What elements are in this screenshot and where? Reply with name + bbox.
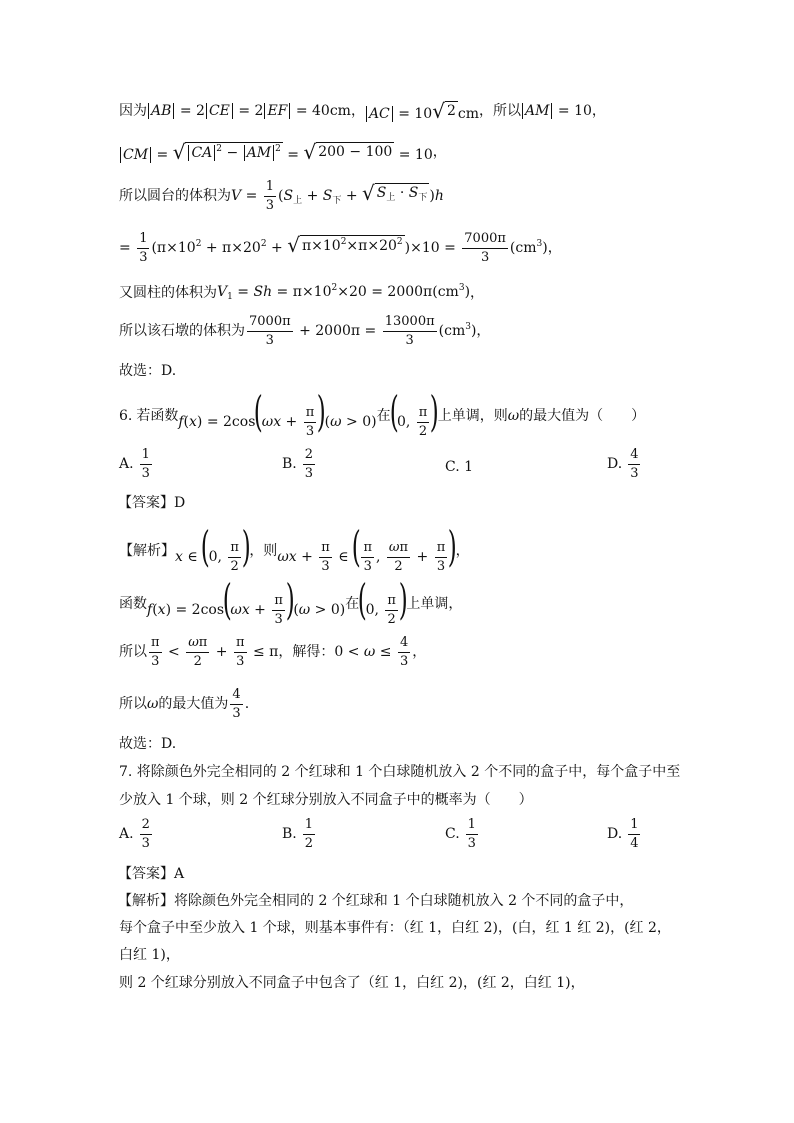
- text: 故选：D.: [119, 363, 177, 379]
- formula-frustum-calc: = $\frac{1}{3}$ ($\pi\times 10^2 + \pi\times 20^2$ + √ $\pi\times 10^2\times\pi\times 20^2$ )×10 = $\frac{7000\pi}{3}$ $(cm^3)$: [119, 231, 548, 265]
- formula-function: f(x) = 2cos(ωx + $\frac{\pi}{3}$ )(ω > 0): [178, 387, 377, 439]
- option-b-value: $\frac{1}{2}$: [304, 817, 314, 851]
- text: 若函数: [136, 407, 179, 424]
- line-frustum-calc: [119, 232, 734, 264]
- text: ，: [591, 103, 606, 119]
- option-a-value: $\frac{1}{3}$: [141, 447, 150, 481]
- option-c: [445, 459, 473, 475]
- formula-interval: (0, $\frac{\pi}{2}$ ): [389, 387, 440, 439]
- question-6: [119, 387, 734, 439]
- text: 所以该石墩的体积为: [119, 323, 245, 340]
- option-c-value: $\frac{1}{3}$: [467, 817, 476, 851]
- text: 因为: [119, 103, 147, 119]
- text: 少放入 1 个球，则 2 个红球分别放入不同盒子中的概率为（ ）: [119, 792, 533, 808]
- text: 每个盒子中至少放入 1 个球，则基本事件有：（红 1，白红 2)，(白，红 1 红 2)，(红 2，: [119, 920, 671, 936]
- solution-7-line-3: [119, 948, 734, 962]
- option-label: D.: [607, 456, 623, 473]
- formula-lengths: AB = 2 CE = 2 EF = 40cm: [147, 104, 351, 118]
- option-a: [119, 448, 154, 480]
- formula-function: f(x) = 2cos(ωx + $\frac{\pi}{3}$ )(ω > 0): [147, 575, 346, 627]
- text: ，: [412, 644, 427, 661]
- text: 在: [345, 595, 360, 612]
- question-number: 6.: [119, 407, 133, 424]
- option-d: [607, 818, 642, 850]
- text: 的最大值为: [158, 696, 229, 713]
- text: ，: [455, 542, 470, 559]
- line-cylinder: [119, 284, 734, 302]
- option-label: B.: [282, 826, 297, 843]
- text: 所以圆台的体积为: [119, 188, 231, 205]
- solution-6-line-4: [119, 688, 734, 720]
- option-d: [607, 448, 642, 480]
- text: 故选：D.: [119, 736, 177, 752]
- option-c: [445, 818, 480, 850]
- option-label: B.: [282, 456, 297, 473]
- line-frustum-formula: [119, 180, 734, 212]
- formula-cm: CM = √ CA $^2$ − AM $^2$ = √ 200 − 100 = 10: [119, 142, 433, 162]
- line-choose-d: [119, 364, 734, 378]
- formula-omega-range: 0 < ω ≤ $\frac{4}{3}$: [334, 635, 409, 669]
- formula-am: AM = 10: [521, 104, 592, 118]
- text: 的最大值为（ ）: [519, 407, 646, 424]
- option-label: A.: [119, 826, 134, 843]
- text: ，: [547, 240, 562, 257]
- text: 7. 将除颜色外完全相同的 2 个红球和 1 个白球随机放入 2 个不同的盒子中，每个盒子中至: [119, 764, 681, 780]
- option-b: [282, 448, 317, 480]
- formula-interval: (0, $\frac{\pi}{2}$ ): [357, 575, 408, 627]
- answer-7: [118, 867, 734, 881]
- symbol-omega: ω: [147, 696, 159, 713]
- solution-7-line-2: [119, 921, 734, 935]
- solution-6-line-2: [119, 575, 734, 627]
- formula-ac: AC = 10 √ 2 cm: [365, 101, 479, 121]
- option-a: [119, 818, 154, 850]
- text: ，: [476, 323, 491, 340]
- option-b: [282, 818, 317, 850]
- option-label: A.: [119, 456, 134, 473]
- option-label: C. 1: [445, 459, 474, 475]
- option-label: C.: [445, 826, 460, 843]
- option-label: D.: [607, 826, 623, 843]
- text: 在: [376, 407, 391, 424]
- formula-max: $\frac{4}{3}$: [232, 687, 241, 721]
- formula-x-interval: x ∈ (0, $\frac{\pi}{2}$ ): [175, 522, 251, 574]
- text: ，: [432, 144, 447, 160]
- text: 所以: [119, 644, 147, 661]
- text: 上单调，则: [437, 407, 508, 424]
- option-a-value: $\frac{2}{3}$: [141, 817, 150, 851]
- option-d-value: $\frac{4}{3}$: [630, 447, 639, 481]
- solution-6-line-1: [119, 522, 734, 574]
- formula-cylinder-volume: $V_1 = Sh = \pi\times 10^2\times 20 = 2000\pi(cm^3)$: [217, 283, 471, 302]
- solution-7-line-4: [119, 976, 734, 990]
- text: .: [244, 696, 250, 713]
- text: ，: [350, 103, 365, 119]
- text: ，所以: [479, 103, 522, 119]
- text: ，解得：: [278, 644, 335, 661]
- text: 上单调，: [406, 595, 463, 612]
- solution-6-line-3: [119, 636, 734, 668]
- text: ，则: [249, 542, 278, 559]
- question-7-line-1: [119, 765, 734, 779]
- text: 白红 1)，: [119, 947, 180, 963]
- line-given-lengths: [119, 101, 734, 121]
- formula-frustum-volume: V = $\frac{1}{3}$ ($S_上 + S_下$ + √ $S_上 \cdot S_下$ )h: [231, 179, 444, 213]
- answer-label: 【答案】A: [118, 866, 185, 882]
- formula-inequality: $\frac{\pi}{3}$ < $\frac{\omega\pi}{2}$ + $\frac{\pi}{3}$ ≤ π: [151, 635, 279, 669]
- solution-label: 【解析】: [119, 542, 175, 559]
- formula-total: $\frac{7000\pi}{3}$ + 2000π = $\frac{13000\pi}{3}$ $(cm^3)$: [249, 314, 477, 348]
- option-b-value: $\frac{2}{3}$: [304, 447, 314, 481]
- solution-7-line-1: [118, 894, 734, 908]
- option-d-value: $\frac{1}{4}$: [630, 817, 639, 851]
- line-total-volume: [119, 315, 734, 347]
- line-cm: [119, 142, 734, 162]
- answer-6: [118, 496, 734, 510]
- text: 所以: [119, 696, 147, 713]
- text: 又圆柱的体积为: [119, 285, 217, 301]
- text: 则 2 个红球分别放入不同盒子中包含了（红 1，白红 2)，(红 2，白红 1)，: [119, 975, 585, 991]
- formula-range: ωx + $\frac{\pi}{3}$ ∈ ( $\frac{\pi}{3}$ , $\frac{\omega\pi}{2}$ + $\frac{\pi}{3}$ ): [277, 522, 457, 574]
- question-7-line-2: [119, 793, 734, 807]
- answer-label: 【答案】D: [118, 495, 186, 511]
- solution-6-end: [119, 737, 734, 751]
- text: 【解析】将除颜色外完全相同的 2 个红球和 1 个白球随机放入 2 个不同的盒子中，: [118, 893, 634, 909]
- text: 函数: [119, 595, 147, 612]
- text: ，: [470, 285, 485, 301]
- symbol-omega: ω: [507, 407, 520, 424]
